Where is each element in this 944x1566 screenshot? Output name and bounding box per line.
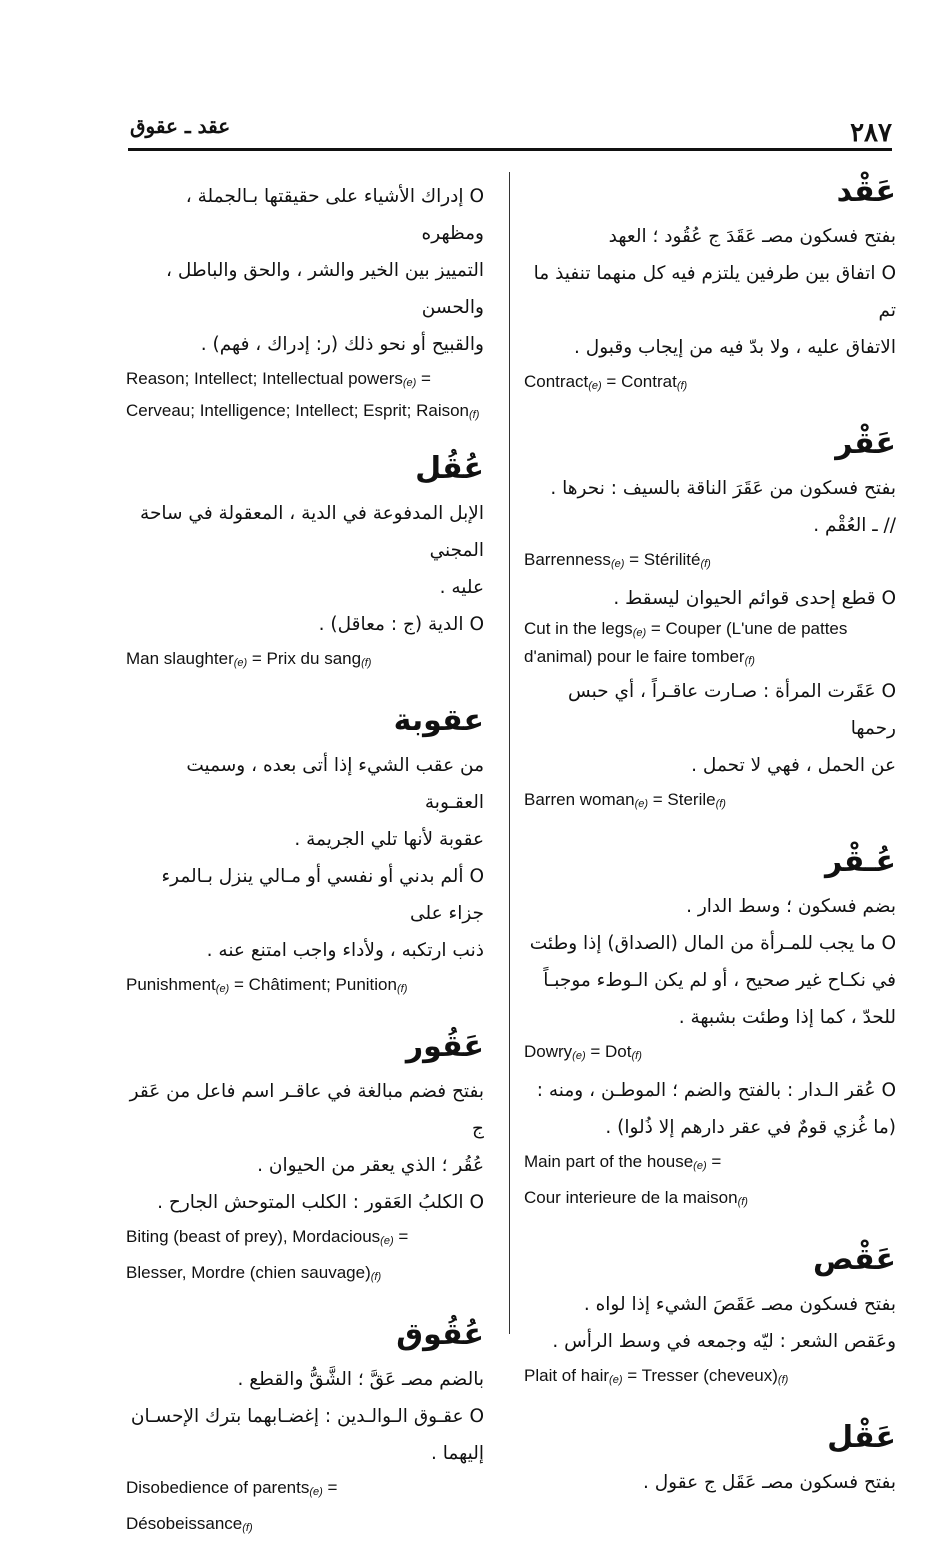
dictionary-entry (126, 701, 484, 1005)
translation-line (524, 1360, 896, 1396)
arabic-definition-line: بضم فسكون ؛ وسط الدار . (686, 896, 896, 917)
translation-line (524, 784, 896, 820)
dictionary-entry (524, 424, 896, 820)
entry-headword: عقوبة (393, 703, 484, 738)
translation-text: Barren woman (524, 790, 635, 809)
arabic-definition-line: في نكـاح غير صحيح ، أو لم يكن الـوطء موجبـاً (543, 970, 896, 991)
arabic-definition-line: O عُقر الـدار : بالفتح والضم ؛ الموطـن ، ومنه : (536, 1080, 896, 1101)
arabic-definition-line: O عقـوق الـوالـدين : إغضـابهما بترك الإحسـان (130, 1406, 484, 1427)
left-column (126, 172, 484, 1566)
arabic-definition-line: بفتح فسكون مصـ عَقَل ج عقول . (642, 1472, 896, 1493)
language-marker: (e) (634, 798, 649, 810)
dictionary-entry (524, 1240, 896, 1396)
language-marker: (f) (242, 1522, 253, 1534)
translation-text: Cour interieure de la maison (524, 1188, 738, 1207)
arabic-definition-line: O ما يجب للمـرأة من المال (الصداق) إذا وطئت (529, 933, 896, 954)
language-marker: (e) (609, 1374, 623, 1386)
translation-line (524, 617, 896, 673)
translation-text: = (706, 1152, 722, 1171)
translation-text: Cut in the legs (524, 619, 633, 638)
language-marker: (f) (370, 1271, 382, 1283)
arabic-definition-line: إليهما . (431, 1443, 484, 1464)
dictionary-entry (126, 178, 484, 427)
language-marker: (f) (469, 409, 480, 421)
language-marker: (f) (361, 657, 372, 669)
translation-line (524, 1182, 896, 1218)
arabic-definition-line: التمييز بين الخير والشر ، والحق والباطل ، والحسن (165, 260, 484, 318)
running-title: عقد ـ عقوق (130, 114, 231, 138)
translation-text: Main part of the house (524, 1152, 694, 1171)
arabic-definition-line: بفتح فسكون من عَقَرَ الناقة بالسيف : نحرها . (550, 478, 896, 499)
column-divider (509, 172, 510, 1334)
page-header (0, 0, 944, 150)
translation-text: Blesser, Mordre (chien sauvage) (126, 1263, 371, 1282)
translation-text: = (416, 369, 431, 388)
translation-line (524, 1036, 896, 1072)
translation-text: Dowry (524, 1042, 573, 1061)
translation-text: Man slaughter (126, 649, 234, 668)
translation-text: = Dot (585, 1042, 632, 1061)
arabic-definition-line: وعَقص الشعر : ليّه وجمعه في وسط الرأس . (552, 1331, 896, 1352)
arabic-definition-line: (ما غُزي قومٌ في عقر دارهم إلا ذُلوا) . (605, 1117, 896, 1138)
header-rule (128, 148, 892, 151)
arabic-definition-line: عن الحمل ، فهي لا تحمل . (691, 755, 896, 776)
arabic-definition-line: O اتفاق بين طرفين يلتزم فيه كل منهما تنفيذ ما تم (533, 263, 896, 321)
translation-text: = (322, 1478, 338, 1497)
arabic-definition-line: بفتح فسكون مصـ عَقَصَ الشيء إذا لواه . (583, 1294, 896, 1315)
translation-text: Barrenness (524, 550, 611, 569)
language-marker: (e) (610, 558, 625, 570)
arabic-definition-line: بفتح فسكون مصـ عَقَدَ ج عُقُود ؛ العهد (608, 226, 896, 247)
language-marker: (e) (632, 627, 647, 639)
language-marker: (f) (744, 655, 755, 667)
language-marker: (e) (572, 1050, 586, 1062)
translation-text: = Stérilité (624, 550, 701, 569)
translation-line (524, 1146, 896, 1182)
arabic-definition-line: O إدراك الأشياء على حقيقتها بـالجملة ، ومظهره (185, 186, 484, 244)
translation-text: = Contrat (601, 372, 677, 391)
translation-text: = Couper (L'une de pattes d'animal) pour le faire tomber (524, 619, 848, 666)
dictionary-entry (524, 172, 896, 402)
translation-text: Plait of hair (524, 1366, 610, 1385)
translation-text: = Châtiment; Punition (229, 975, 397, 994)
language-marker: (f) (676, 380, 688, 392)
translation-line (126, 643, 484, 679)
dictionary-entry (126, 1315, 484, 1544)
translation-line (126, 363, 484, 399)
arabic-definition-line: للحدّ ، كما إذا وطئت بشبهة . (678, 1007, 896, 1028)
arabic-definition-line: O عَقَرت المرأة : صـارت عاقـراً ، أي حبس رحمها (568, 681, 896, 739)
language-marker: (f) (737, 1196, 748, 1208)
entry-headword: عُـقْر (824, 844, 896, 879)
dictionary-entry (524, 1418, 896, 1501)
language-marker: (e) (693, 1160, 707, 1172)
translation-line (126, 1508, 484, 1544)
translation-text: = Tresser (cheveux) (622, 1366, 778, 1385)
entry-headword: عَقْد (836, 174, 896, 209)
dictionary-entry (126, 449, 484, 679)
entry-headword: عَقْص (812, 1242, 896, 1277)
arabic-definition-line: عليه . (439, 577, 484, 598)
translation-line (524, 544, 896, 580)
translation-text: Disobedience of parents (126, 1478, 310, 1497)
translation-text: Cerveau; Intelligence; Intellect; Esprit; Raison (126, 401, 470, 420)
arabic-definition-line: والقبيح أو نحو ذلك (ر: إدراك ، فهم) . (200, 334, 484, 355)
arabic-definition-line: O الدية (ج : معاقل) . (318, 614, 484, 635)
language-marker: (f) (777, 1374, 789, 1386)
translation-line (126, 1221, 484, 1257)
translation-text: = (393, 1227, 409, 1246)
language-marker: (f) (631, 1050, 642, 1062)
language-marker: (e) (588, 380, 602, 392)
arabic-definition-line: O قطع إحدى قوائم الحيوان ليسقط . (613, 588, 896, 609)
dictionary-entry (524, 842, 896, 1218)
page-number: ٢٨٧ (850, 118, 892, 148)
translation-text: Contract (524, 372, 589, 391)
language-marker: (f) (396, 983, 408, 995)
right-column (524, 172, 896, 1523)
translation-text: = Prix du sang (247, 649, 362, 668)
translation-text: = Sterile (648, 790, 716, 809)
arabic-definition-line: بالضم مصـ عَقَّ ؛ الشَّقُّ والقطع . (237, 1369, 484, 1390)
language-marker: (e) (380, 1235, 394, 1247)
arabic-definition-line: عُقُر ؛ الذي يعقر من الحيوان . (257, 1155, 484, 1176)
translation-line (524, 366, 896, 402)
translation-text: Reason; Intellect; Intellectual powers (126, 369, 403, 388)
arabic-definition-line: O ألم بدني أو نفسي أو مـالي ينزل بـالمرء جزاء على (161, 866, 484, 924)
arabic-definition-line: الإبل المدفوعة في الدية ، المعقولة في ساحة المجني (140, 503, 484, 561)
translation-text: Biting (beast of prey), Mordacious (126, 1227, 381, 1246)
entry-headword: عُقُوق (396, 1317, 484, 1352)
translation-line (126, 1257, 484, 1293)
translation-line (126, 1472, 484, 1508)
entry-headword: عَقْر (835, 426, 896, 461)
arabic-definition-line: الاتفاق عليه ، ولا بدّ فيه من إيجاب وقبول . (574, 337, 896, 358)
translation-line (126, 399, 484, 427)
entry-headword: عَقْل (827, 1420, 896, 1455)
arabic-definition-line: من عقب الشيء إذا أتى بعده ، وسميت العقـوبة (186, 755, 484, 813)
arabic-definition-line: ذنب ارتكبه ، ولأداء واجب امتنع عنه . (206, 940, 484, 961)
entry-headword: عَقُور (405, 1029, 484, 1064)
language-marker: (f) (715, 798, 726, 810)
language-marker: (e) (309, 1486, 323, 1498)
arabic-definition-line: O الكلبُ العَقور : الكلب المتوحش الجارح . (157, 1192, 484, 1213)
language-marker: (e) (233, 657, 248, 669)
language-marker: (f) (700, 558, 711, 570)
entry-headword: عُقُل (415, 451, 484, 486)
language-marker: (e) (402, 377, 417, 389)
translation-line (126, 969, 484, 1005)
dictionary-entry (126, 1027, 484, 1293)
language-marker: (e) (215, 983, 230, 995)
arabic-definition-line: بفتح فضم مبالغة في عاقـر اسم فاعل من عَقر ج (129, 1081, 484, 1139)
translation-text: Punishment (126, 975, 216, 994)
translation-text: Désobeissance (126, 1514, 243, 1533)
arabic-definition-line: // ـ العُقْم . (813, 515, 896, 536)
arabic-definition-line: عقوبة لأنها تلي الجريمة . (294, 829, 484, 850)
